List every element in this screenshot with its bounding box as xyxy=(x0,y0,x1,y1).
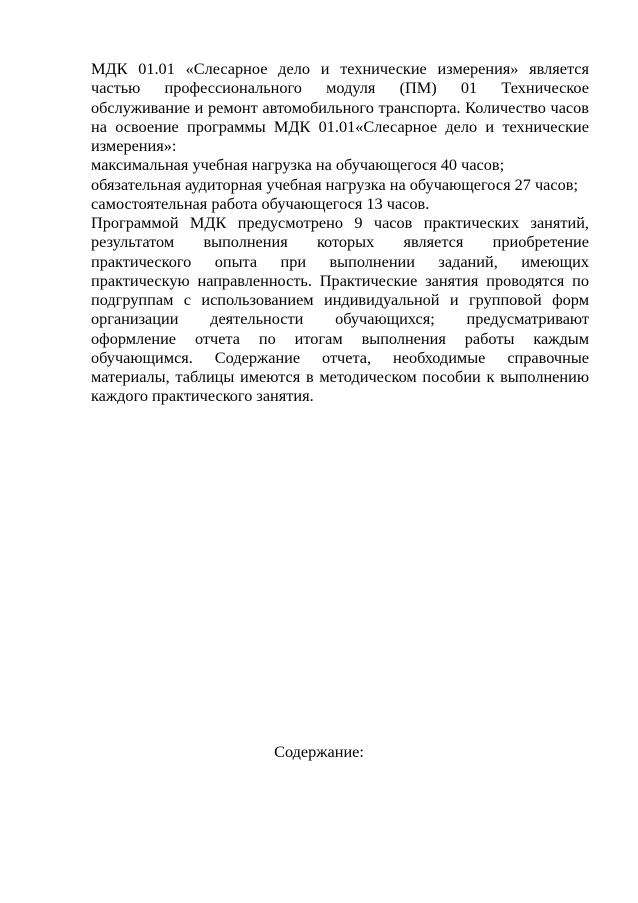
paragraph-max-load: максимальная учебная нагрузка на обучающегося 40 часов; xyxy=(91,155,505,175)
paragraph-self-study: самостоятельная работа обучающегося 13 часов. xyxy=(91,193,430,213)
paragraph-course-description: МДК 01.01 «Слесарное дело и технические измерения» является частью профессионального модуля (ПМ) 01 Техническое обслуживание и ремонт автомобильного транспорта. Количество часов на освоение программы МДК 01.01«Слесарное дело и технические измерения»: xyxy=(91,59,589,155)
paragraph-practical-lessons: Программой МДК предусмотрено 9 часов практических занятий, результатом выполнения которых является приобретение практического опыта при выполнении заданий, имеющих практическую направленность. Практические занятия проводятся по подгруппам с использованием индивидуальной и групповой форм организации деятельности обучающихся; предусматривают оформление отчета по итогам выполнения работы каждым обучающимся. Содержание отчета, необходимые справочные материалы, таблицы имеются в методическом пособии к выполнению каждого практического занятия. xyxy=(91,213,589,406)
paragraph-classroom-load: обязательная аудиторная учебная нагрузка на обучающегося 27 часов; xyxy=(91,174,578,194)
document-body xyxy=(91,59,589,406)
contents-heading: Содержание: xyxy=(274,742,364,761)
